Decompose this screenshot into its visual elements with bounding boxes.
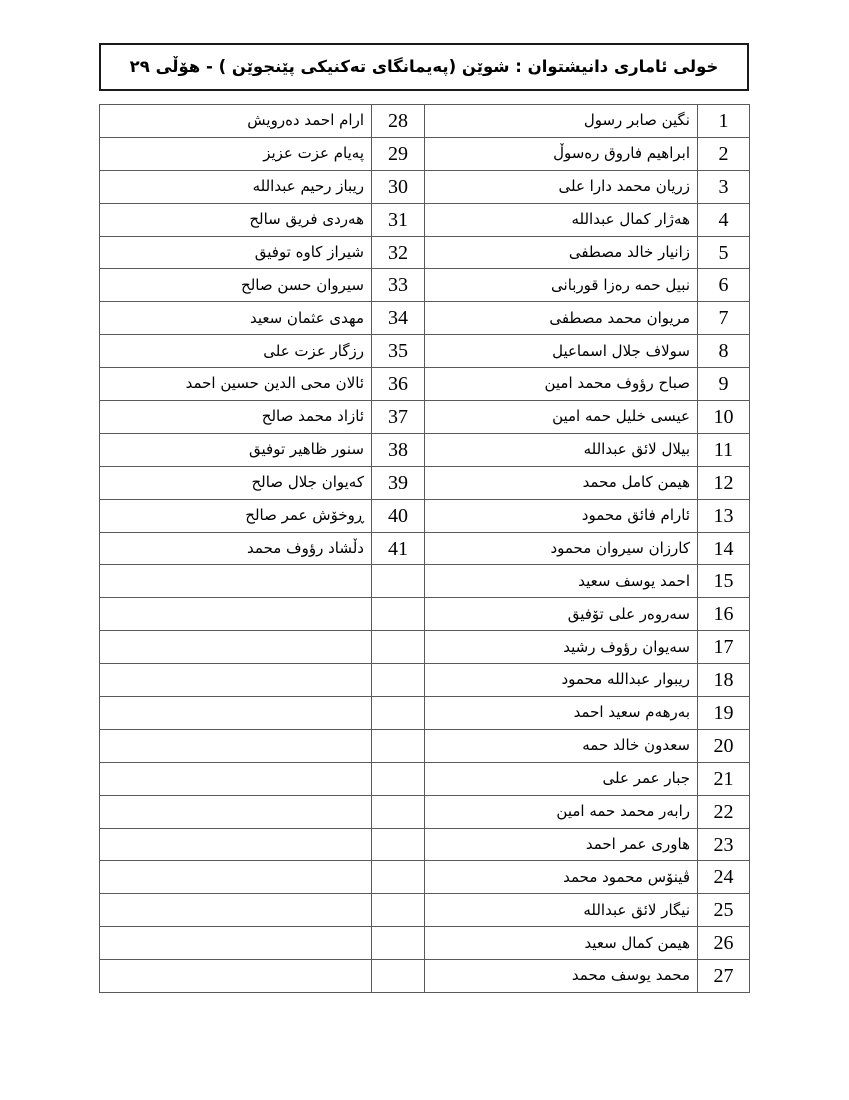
row-number-right: 24 bbox=[698, 861, 750, 894]
row-number-right: 9 bbox=[698, 368, 750, 401]
table-row bbox=[100, 795, 750, 828]
row-number-right: 18 bbox=[698, 664, 750, 697]
student-name-right: صباح رؤوف محمد امین bbox=[425, 368, 698, 401]
row-number-right: 13 bbox=[698, 499, 750, 532]
student-name-right: جبار عمر علی bbox=[425, 762, 698, 795]
table-row bbox=[100, 532, 750, 565]
student-name-left bbox=[100, 762, 372, 795]
table-row bbox=[100, 236, 750, 269]
row-number-left bbox=[372, 828, 425, 861]
row-number-left bbox=[372, 729, 425, 762]
student-name-left: ارام احمد دەرویش bbox=[100, 105, 372, 138]
row-number-right: 11 bbox=[698, 433, 750, 466]
row-number-right: 6 bbox=[698, 269, 750, 302]
student-name-left bbox=[100, 927, 372, 960]
student-name-left: ڕوخۆش عمر صالح bbox=[100, 499, 372, 532]
row-number-left bbox=[372, 960, 425, 993]
row-number-right: 22 bbox=[698, 795, 750, 828]
student-name-right: هاوری عمر احمد bbox=[425, 828, 698, 861]
row-number-right: 12 bbox=[698, 466, 750, 499]
table-row bbox=[100, 729, 750, 762]
table-row bbox=[100, 598, 750, 631]
student-name-left: ئالان محی الدین حسین احمد bbox=[100, 368, 372, 401]
student-name-left: رزگار عزت علی bbox=[100, 335, 372, 368]
student-name-left bbox=[100, 828, 372, 861]
row-number-right: 27 bbox=[698, 960, 750, 993]
student-name-right: سەروەر علی تۆفیق bbox=[425, 598, 698, 631]
row-number-left bbox=[372, 795, 425, 828]
student-name-left: کەیوان جلال صالح bbox=[100, 466, 372, 499]
row-number-right: 19 bbox=[698, 697, 750, 730]
table-row bbox=[100, 927, 750, 960]
student-name-left bbox=[100, 729, 372, 762]
table-row bbox=[100, 170, 750, 203]
student-name-right: بەرهەم سعید احمد bbox=[425, 697, 698, 730]
student-name-left: سنور ظاهیر توفیق bbox=[100, 433, 372, 466]
row-number-left: 29 bbox=[372, 137, 425, 170]
row-number-right: 1 bbox=[698, 105, 750, 138]
student-name-left bbox=[100, 598, 372, 631]
row-number-left: 30 bbox=[372, 170, 425, 203]
table-row bbox=[100, 762, 750, 795]
row-number-left bbox=[372, 631, 425, 664]
student-name-right: احمد یوسف سعید bbox=[425, 565, 698, 598]
row-number-left: 34 bbox=[372, 302, 425, 335]
row-number-left: 38 bbox=[372, 433, 425, 466]
row-number-right: 2 bbox=[698, 137, 750, 170]
row-number-right: 20 bbox=[698, 729, 750, 762]
table-row bbox=[100, 401, 750, 434]
row-number-right: 26 bbox=[698, 927, 750, 960]
student-name-left: دڵشاد رؤوف محمد bbox=[100, 532, 372, 565]
student-registry-table bbox=[99, 104, 750, 993]
table-row bbox=[100, 697, 750, 730]
student-name-left: ئازاد محمد صالح bbox=[100, 401, 372, 434]
document-title-box bbox=[99, 43, 749, 91]
row-number-left bbox=[372, 598, 425, 631]
student-name-right: ریبوار عبدالله محمود bbox=[425, 664, 698, 697]
row-number-right: 10 bbox=[698, 401, 750, 434]
student-name-right: مریوان محمد مصطفی bbox=[425, 302, 698, 335]
student-name-right: نبیل حمه رەزا قوربانی bbox=[425, 269, 698, 302]
student-name-right: کارزان سیروان محمود bbox=[425, 532, 698, 565]
table-row bbox=[100, 894, 750, 927]
student-name-right: ڤینۆس محمود محمد bbox=[425, 861, 698, 894]
row-number-right: 15 bbox=[698, 565, 750, 598]
student-name-right: زانیار خالد مصطفی bbox=[425, 236, 698, 269]
student-name-left: ریباز رحیم عبدالله bbox=[100, 170, 372, 203]
student-name-left bbox=[100, 697, 372, 730]
table-row bbox=[100, 269, 750, 302]
row-number-left bbox=[372, 565, 425, 598]
row-number-left: 41 bbox=[372, 532, 425, 565]
row-number-left: 33 bbox=[372, 269, 425, 302]
row-number-left bbox=[372, 697, 425, 730]
table-row bbox=[100, 664, 750, 697]
student-name-left: هەردی فریق سالح bbox=[100, 203, 372, 236]
table-row bbox=[100, 466, 750, 499]
row-number-left bbox=[372, 894, 425, 927]
table-row bbox=[100, 828, 750, 861]
student-name-left: شیراز کاوه توفیق bbox=[100, 236, 372, 269]
row-number-right: 23 bbox=[698, 828, 750, 861]
row-number-right: 21 bbox=[698, 762, 750, 795]
row-number-right: 25 bbox=[698, 894, 750, 927]
row-number-left: 35 bbox=[372, 335, 425, 368]
student-name-left bbox=[100, 631, 372, 664]
student-name-right: سولاف جلال اسماعیل bbox=[425, 335, 698, 368]
row-number-right: 14 bbox=[698, 532, 750, 565]
row-number-left: 31 bbox=[372, 203, 425, 236]
student-name-right: هیمن کامل محمد bbox=[425, 466, 698, 499]
student-name-right: نگین صابر رسول bbox=[425, 105, 698, 138]
student-name-left bbox=[100, 795, 372, 828]
row-number-right: 7 bbox=[698, 302, 750, 335]
student-name-left bbox=[100, 861, 372, 894]
table-row bbox=[100, 960, 750, 993]
row-number-right: 5 bbox=[698, 236, 750, 269]
student-name-right: محمد یوسف محمد bbox=[425, 960, 698, 993]
table-row bbox=[100, 499, 750, 532]
row-number-right: 17 bbox=[698, 631, 750, 664]
student-name-right: عیسی خلیل حمه امین bbox=[425, 401, 698, 434]
table-row bbox=[100, 861, 750, 894]
page-title: خولی ئاماری دانیشتوان : شوێن (پەیمانگای تەکنیکی پێنجوێن ) - هۆڵی ٢٩ bbox=[129, 57, 719, 77]
table-row bbox=[100, 368, 750, 401]
row-number-right: 3 bbox=[698, 170, 750, 203]
row-number-left bbox=[372, 762, 425, 795]
student-name-right: بیلال لائق عبدالله bbox=[425, 433, 698, 466]
row-number-left: 28 bbox=[372, 105, 425, 138]
table-row bbox=[100, 302, 750, 335]
row-number-left: 37 bbox=[372, 401, 425, 434]
student-name-right: هەژار کمال عبدالله bbox=[425, 203, 698, 236]
student-name-left bbox=[100, 894, 372, 927]
row-number-left bbox=[372, 861, 425, 894]
row-number-left: 36 bbox=[372, 368, 425, 401]
row-number-left: 39 bbox=[372, 466, 425, 499]
student-name-left bbox=[100, 565, 372, 598]
student-name-left bbox=[100, 960, 372, 993]
row-number-right: 8 bbox=[698, 335, 750, 368]
table-row bbox=[100, 105, 750, 138]
row-number-left bbox=[372, 927, 425, 960]
student-name-right: رابەر محمد حمه امین bbox=[425, 795, 698, 828]
table-row bbox=[100, 565, 750, 598]
table-body bbox=[100, 105, 750, 993]
student-name-right: نیگار لائق عبدالله bbox=[425, 894, 698, 927]
row-number-right: 4 bbox=[698, 203, 750, 236]
table-row bbox=[100, 203, 750, 236]
student-name-right: هیمن کمال سعید bbox=[425, 927, 698, 960]
table-row bbox=[100, 433, 750, 466]
student-name-right: زریان محمد دارا علی bbox=[425, 170, 698, 203]
student-name-right: سەیوان رؤوف رشید bbox=[425, 631, 698, 664]
student-name-left bbox=[100, 664, 372, 697]
student-name-right: ئارام فائق محمود bbox=[425, 499, 698, 532]
table-row bbox=[100, 335, 750, 368]
row-number-right: 16 bbox=[698, 598, 750, 631]
table-row bbox=[100, 631, 750, 664]
student-name-right: ابراهیم فاروق رەسوڵ bbox=[425, 137, 698, 170]
row-number-left: 40 bbox=[372, 499, 425, 532]
table-row bbox=[100, 137, 750, 170]
student-name-left: مهدی عثمان سعید bbox=[100, 302, 372, 335]
student-name-left: سیروان حسن صالح bbox=[100, 269, 372, 302]
row-number-left bbox=[372, 664, 425, 697]
row-number-left: 32 bbox=[372, 236, 425, 269]
student-name-right: سعدون خالد حمه bbox=[425, 729, 698, 762]
student-name-left: پەیام عزت عزیز bbox=[100, 137, 372, 170]
